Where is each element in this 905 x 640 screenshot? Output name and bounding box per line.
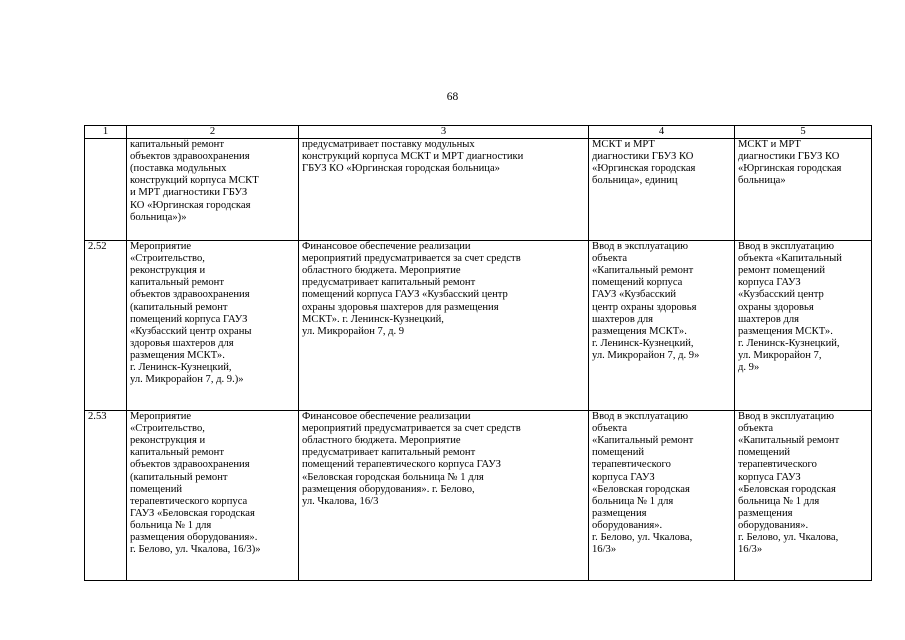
- table-cell-col2: [127, 241, 299, 411]
- cell-text-line: реконструкция и: [130, 435, 206, 447]
- header-cell: 2: [127, 126, 299, 139]
- row-number-cell: [85, 139, 127, 241]
- cell-text-line: больница»)»: [130, 211, 187, 223]
- cell-text-line: МСКТ и МРТ: [592, 139, 655, 151]
- cell-text-line: помещений корпуса: [592, 277, 683, 289]
- cell-text-line: больница № 1 для: [738, 495, 820, 507]
- cell-text-line: г. Ленинск-Кузнецкий,: [738, 337, 840, 349]
- header-cell: 5: [735, 126, 872, 139]
- cell-text-line: предусматривает капитальный ремонт: [302, 277, 476, 289]
- cell-text-line: г. Белово, ул. Чкалова,: [738, 532, 839, 544]
- table-row: [85, 139, 872, 241]
- row-number-cell: 2.53: [85, 411, 127, 581]
- table-cell-col2: [127, 139, 299, 241]
- cell-text-line: ГАУЗ «Беловская городская: [130, 507, 255, 519]
- cell-text-line: «Кузбасский центр охраны: [130, 325, 252, 337]
- cell-text-line: ремонт помещений: [738, 265, 825, 277]
- cell-text-line: «Кузбасский центр: [738, 289, 824, 301]
- cell-text-line: корпуса ГАУЗ: [592, 471, 655, 483]
- cell-text-line: шахтеров для: [738, 313, 800, 325]
- cell-text-line: (капитальный ремонт: [130, 471, 228, 483]
- cell-text-line: «Строительство,: [130, 423, 205, 435]
- cell-text-line: ул. Микрорайон 7,: [738, 349, 822, 361]
- cell-text-line: размещения: [592, 507, 647, 519]
- cell-text-line: г. Ленинск-Кузнецкий,: [592, 337, 694, 349]
- cell-text-line: шахтеров для: [592, 313, 654, 325]
- cell-text-line: терапевтического: [738, 459, 817, 471]
- cell-text-line: и МРТ диагностики ГБУЗ: [130, 187, 248, 199]
- cell-text-line: г. Белово, ул. Чкалова,: [592, 532, 693, 544]
- cell-text-line: капитальный ремонт: [130, 447, 224, 459]
- cell-text-line: объекта: [738, 423, 774, 435]
- cell-text-line: МСКТ». г. Ленинск-Кузнецкий,: [302, 313, 444, 325]
- cell-text-line: объекта: [592, 253, 628, 265]
- header-cell: 4: [589, 126, 735, 139]
- cell-text-line: «Капитальный ремонт: [738, 435, 840, 447]
- cell-text-line: конструкций корпуса МСКТ и МРТ диагностики: [302, 151, 524, 163]
- cell-text-line: Ввод в эксплуатацию: [738, 411, 835, 423]
- cell-text-line: объектов здравоохранения: [130, 289, 250, 301]
- cell-text-line: больница № 1 для: [130, 519, 212, 531]
- cell-text-line: «Юргинская городская: [592, 163, 696, 175]
- cell-text-line: помещений: [592, 447, 645, 459]
- cell-text-line: больница», единиц: [592, 175, 678, 187]
- cell-text-line: предусматривает поставку модульных: [302, 139, 475, 151]
- cell-text-line: охраны здоровья шахтеров для размещения: [302, 301, 499, 313]
- cell-text-line: объекта «Капитальный: [738, 253, 842, 265]
- cell-text-line: «Капитальный ремонт: [592, 435, 694, 447]
- cell-text-line: капитальный ремонт: [130, 277, 224, 289]
- cell-text-line: размещения оборудования». г. Белово,: [302, 483, 475, 495]
- cell-text-line: Ввод в эксплуатацию: [738, 241, 835, 253]
- cell-text-line: охраны здоровья: [738, 301, 814, 313]
- cell-text-line: Ввод в эксплуатацию: [592, 241, 689, 253]
- cell-text-line: «Беловская городская: [738, 483, 836, 495]
- cell-text-line: областного бюджета. Мероприятие: [302, 435, 461, 447]
- cell-text-line: капитальный ремонт: [130, 139, 224, 151]
- cell-text-line: корпуса ГАУЗ: [738, 471, 801, 483]
- table-cell-col2: [127, 411, 299, 581]
- cell-text-line: больница»: [738, 175, 786, 187]
- row-number-cell: 2.52: [85, 241, 127, 411]
- cell-text-line: ул. Чкалова, 16/3: [302, 495, 379, 507]
- cell-text-line: объектов здравоохранения: [130, 151, 250, 163]
- cell-text-line: предусматривает капитальный ремонт: [302, 447, 476, 459]
- cell-text-line: помещений корпуса ГАУЗ: [130, 313, 248, 325]
- cell-text-line: реконструкция и: [130, 265, 206, 277]
- cell-text-line: «Капитальный ремонт: [592, 265, 694, 277]
- cell-text-line: Мероприятие: [130, 411, 192, 423]
- cell-text-line: здоровья шахтеров для: [130, 337, 234, 349]
- cell-text-line: МСКТ и МРТ: [738, 139, 801, 151]
- table-row: [85, 411, 872, 581]
- cell-text-line: «Юргинская городская: [738, 163, 842, 175]
- cell-text-line: мероприятий предусматривается за счет средств: [302, 253, 521, 265]
- cell-text-line: помещений корпуса ГАУЗ «Кузбасский центр: [302, 289, 508, 301]
- table-cell-col5: [735, 241, 872, 411]
- cell-text-line: (капитальный ремонт: [130, 301, 228, 313]
- cell-text-line: ГАУЗ «Кузбасский: [592, 289, 677, 301]
- cell-text-line: Финансовое обеспечение реализации: [302, 241, 471, 253]
- table-cell-col4: [589, 139, 735, 241]
- cell-text-line: больница № 1 для: [592, 495, 674, 507]
- cell-text-line: размещения МСКТ».: [592, 325, 687, 337]
- cell-text-line: «Беловская городская больница № 1 для: [302, 471, 484, 483]
- header-cell: 1: [85, 126, 127, 139]
- cell-text-line: 16/3»: [592, 544, 617, 556]
- cell-text-line: диагностики ГБУЗ КО: [738, 151, 840, 163]
- table-cell-col3: [299, 411, 589, 581]
- table-row: [85, 241, 872, 411]
- cell-text-line: конструкций корпуса МСКТ: [130, 175, 259, 187]
- header-cell: 3: [299, 126, 589, 139]
- cell-text-line: центр охраны здоровья: [592, 301, 697, 313]
- cell-text-line: размещения МСКТ».: [130, 349, 225, 361]
- measures-table: [84, 125, 872, 581]
- cell-text-line: оборудования».: [738, 519, 809, 531]
- cell-text-line: Ввод в эксплуатацию: [592, 411, 689, 423]
- cell-text-line: помещений терапевтического корпуса ГАУЗ: [302, 459, 501, 471]
- cell-text-line: КО «Юргинская городская: [130, 199, 251, 211]
- cell-text-line: 16/3»: [738, 544, 763, 556]
- table-cell-col3: [299, 139, 589, 241]
- cell-text-line: помещений: [130, 483, 183, 495]
- cell-text-line: корпуса ГАУЗ: [738, 277, 801, 289]
- cell-text-line: ул. Микрорайон 7, д. 9.)»: [130, 374, 244, 386]
- cell-text-line: областного бюджета. Мероприятие: [302, 265, 461, 277]
- cell-text-line: помещений: [738, 447, 791, 459]
- cell-text-line: размещения: [738, 507, 793, 519]
- cell-text-line: терапевтического корпуса: [130, 495, 248, 507]
- cell-text-line: д. 9»: [738, 362, 760, 374]
- cell-text-line: (поставка модульных: [130, 163, 227, 175]
- cell-text-line: размещения оборудования».: [130, 532, 258, 544]
- cell-text-line: размещения МСКТ».: [738, 325, 833, 337]
- cell-text-line: объектов здравоохранения: [130, 459, 250, 471]
- cell-text-line: г. Белово, ул. Чкалова, 16/3)»: [130, 544, 261, 556]
- cell-text-line: «Беловская городская: [592, 483, 690, 495]
- table-cell-col4: [589, 241, 735, 411]
- page-number: 68: [446, 91, 459, 103]
- cell-text-line: диагностики ГБУЗ КО: [592, 151, 694, 163]
- cell-text-line: Финансовое обеспечение реализации: [302, 411, 471, 423]
- cell-text-line: объекта: [592, 423, 628, 435]
- cell-text-line: мероприятий предусматривается за счет средств: [302, 423, 521, 435]
- cell-text-line: ГБУЗ КО «Юргинская городская больница»: [302, 163, 500, 175]
- cell-text-line: терапевтического: [592, 459, 671, 471]
- header-row: [85, 126, 872, 139]
- cell-text-line: «Строительство,: [130, 253, 205, 265]
- cell-text-line: ул. Микрорайон 7, д. 9»: [592, 349, 700, 361]
- table-cell-col5: [735, 411, 872, 581]
- cell-text-line: Мероприятие: [130, 241, 192, 253]
- cell-text-line: оборудования».: [592, 519, 663, 531]
- cell-text-line: ул. Микрорайон 7, д. 9: [302, 325, 405, 337]
- table-cell-col5: [735, 139, 872, 241]
- table-cell-col3: [299, 241, 589, 411]
- cell-text-line: г. Ленинск-Кузнецкий,: [130, 362, 232, 374]
- table-cell-col4: [589, 411, 735, 581]
